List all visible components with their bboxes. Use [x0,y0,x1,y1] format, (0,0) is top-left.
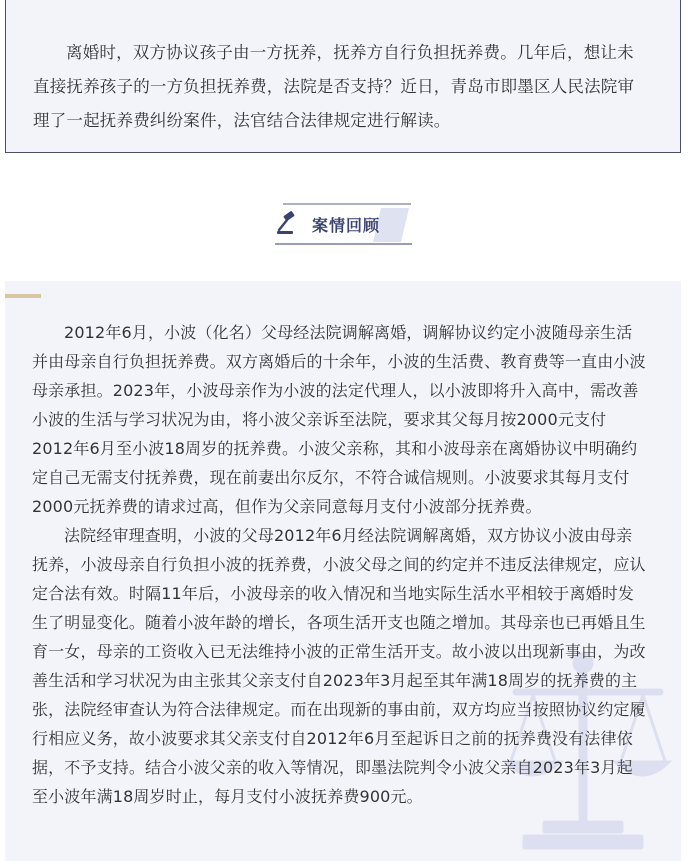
case-paragraph-2: 法院经审理查明，小波的父母2012年6月经法院调解离婚，双方协议小波由母亲抚养，小波母亲自行负担小波的抚养费，小波父母之间的约定并不违反法律规定，应认定合法有效。时隔11年后，小波母亲的收入情况和当地实际生活水平相较于离婚时发生了明显变化。随着小波年龄的增长，各项生活开支也随之增加。其母亲也已再婚且生育一女，母亲的工资收入已无法维持小波的正常生活开支。故小波以出现新事由，为改善生活和学习状况为由主张其父亲支付自2023年3月起至其年满18周岁的抚养费的主张，法院经审查认为符合法律规定。而在出现新的事由前，双方均应当按照协议约定履行相应义务，故小波要求其父亲支付自2012年6月至起诉日之前的抚养费没有法律依据，不予支持。结合小波父亲的收入等情况，即墨法院判令小波父亲自2023年3月起至小波年满18周岁时止，每月支付小波抚养费900元。 [32,526,646,806]
case-review-box [5,281,681,861]
accent-bar [5,294,41,298]
case-paragraph-1: 2012年6月，小波（化名）父母经法院调解离婚，调解协议约定小波随母亲生活并由母亲自行负担抚养费。双方离婚后的十余年，小波的生活费、教育费等一直由小波母亲承担。2023年，小波母亲作为小波的法定代理人，以小波即将升入高中，需改善小波的生活与学习状况为由，将小波父亲诉至法院，要求其父每月按2000元支付2012年6月至小波18周岁的抚养费。小波父亲称，其和小波母亲在离婚协议中明确约定自己无需支付抚养费，现在前妻出尔反尔，不符合诚信规则。小波要求其每月支付2000元抚养费的请求过高，但作为父亲同意每月支付小波部分抚养费。 [32,323,646,516]
intro-box [5,0,681,153]
section-title: 案情回顾 [312,216,381,235]
gavel-icon [275,210,301,236]
section-heading [275,202,412,246]
intro-paragraph: 离婚时，双方协议孩子由一方抚养，抚养方自行负担抚养费。几年后，想让未直接抚养孩子的一方负担抚养费，法院是否支持？近日，青岛市即墨区人民法院审理了一起抚养费纠纷案件，法官结合法律规定进行解读。 [33,43,635,130]
